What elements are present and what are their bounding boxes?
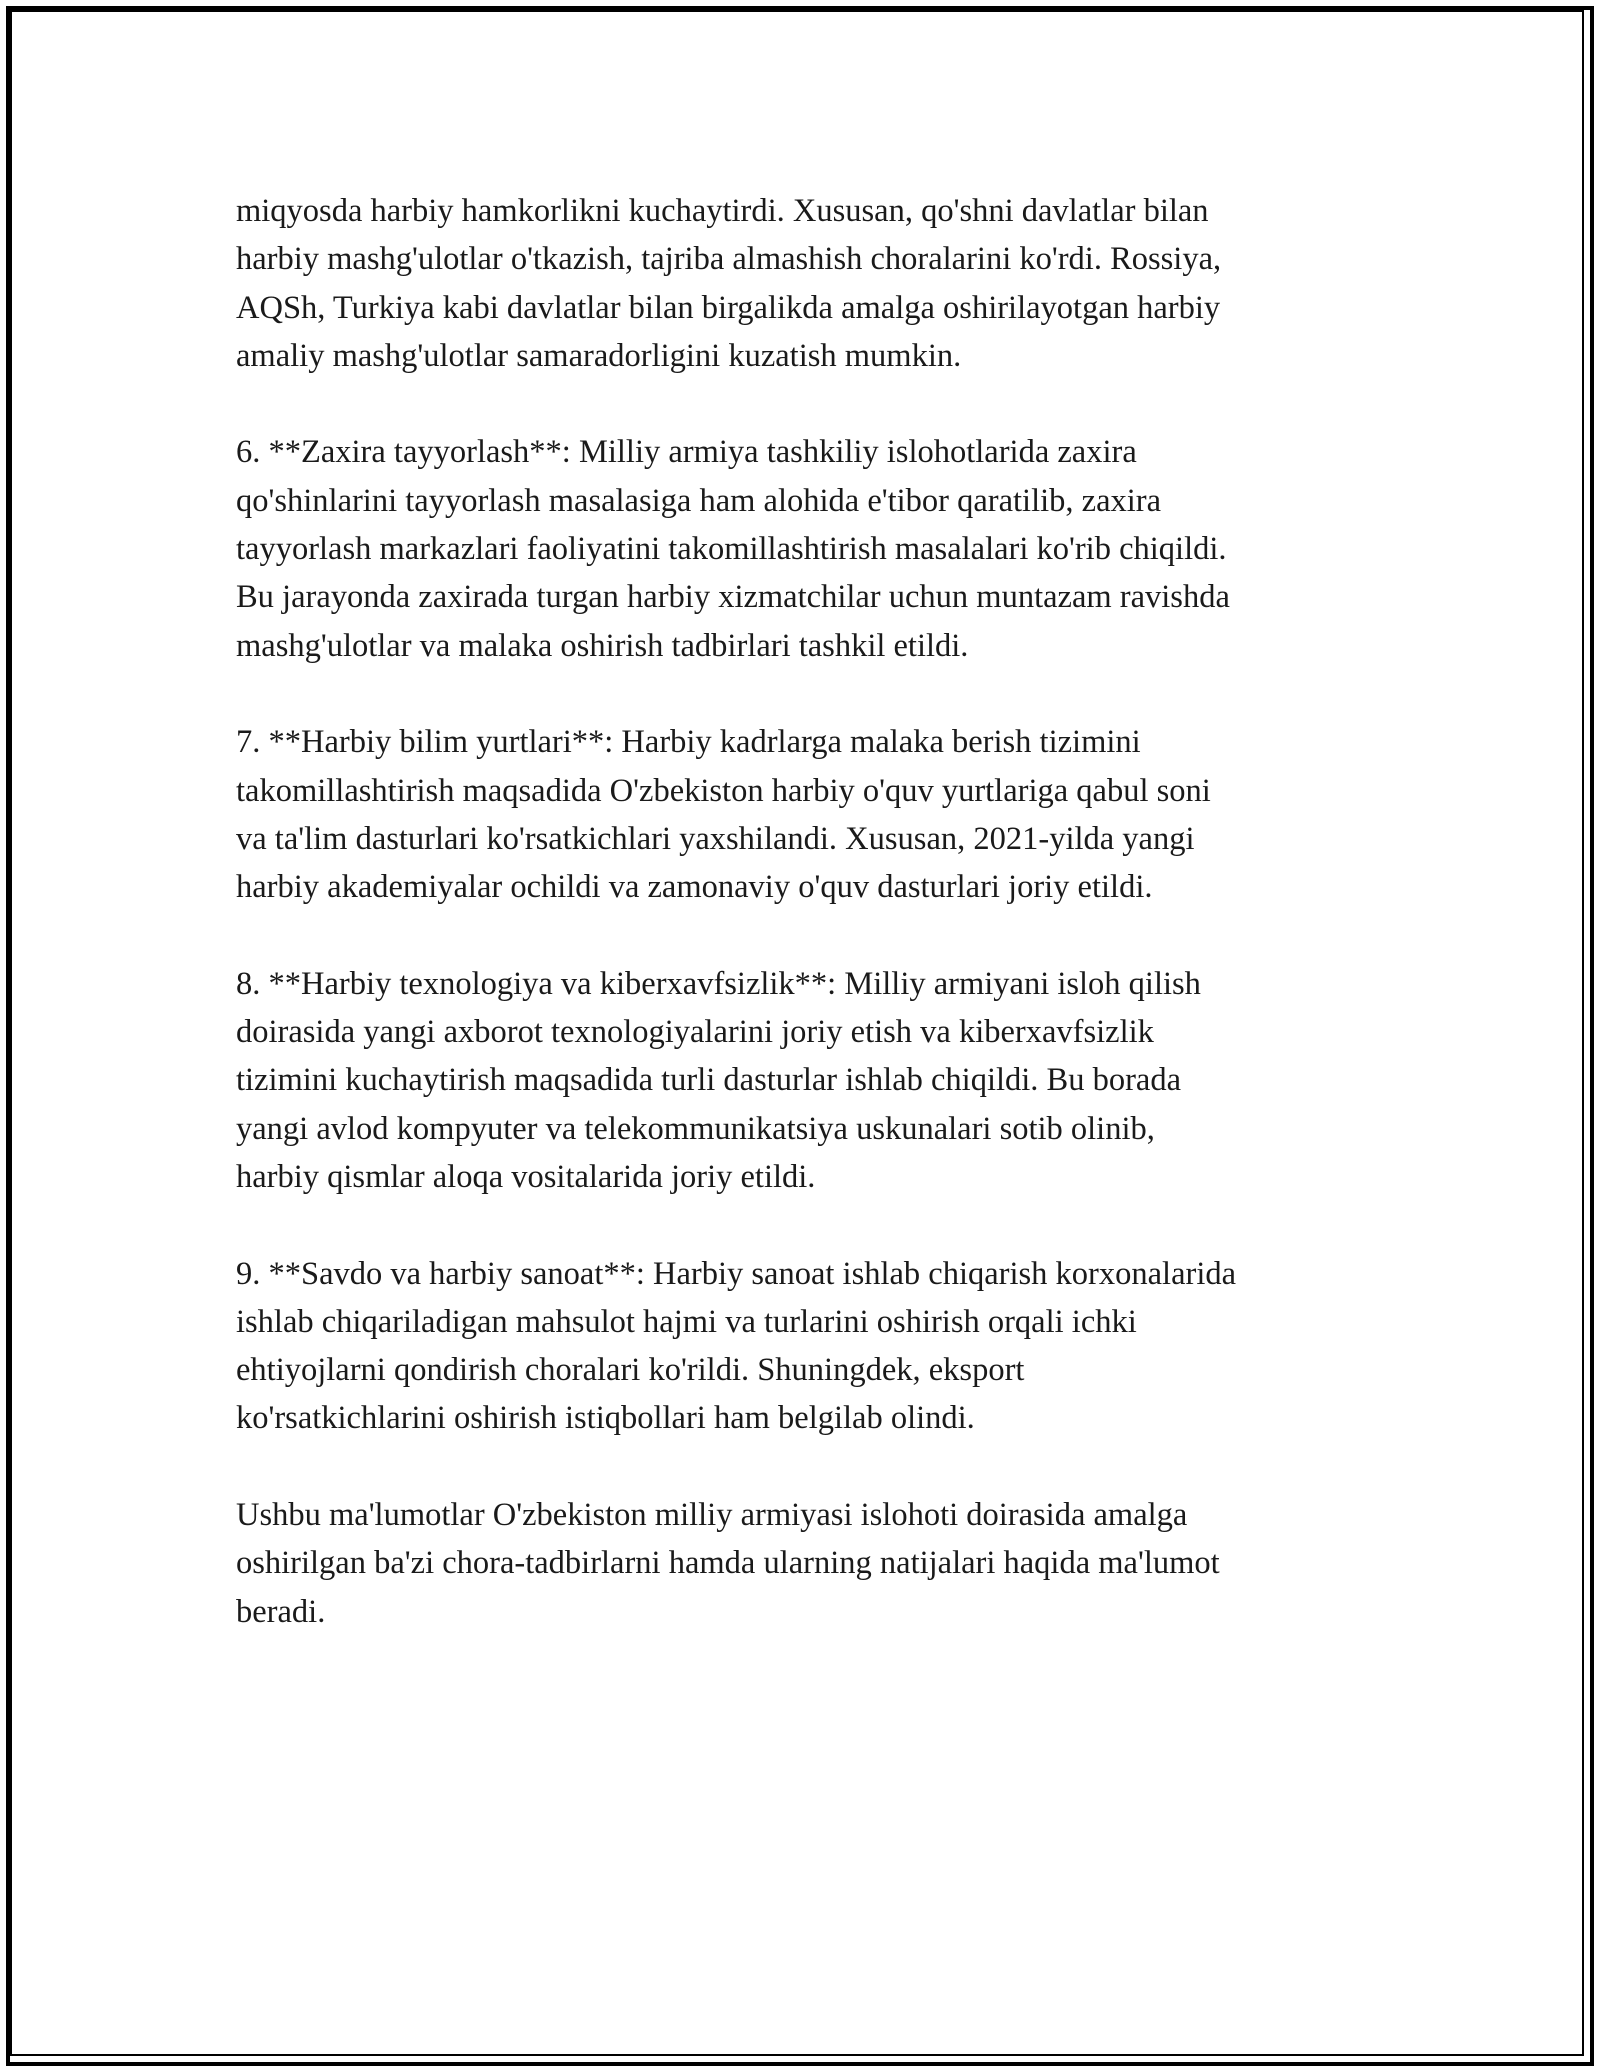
paragraph-item-8: 8. **Harbiy texnologiya va kiberxavfsizlik**: Milliy armiyani isloh qilish doirasida yangi axborot texnologiyalarini joriy etish va kiberxavfsizlik tizimini kuchaytirish maqsadida turli dasturlar ishlab chiqildi. Bu borada yangi avlod kompyuter va telekommunikatsiya uskunalari sotib olinib, harbiy qismlar aloqa vositalarida joriy etildi. <box>236 965 1201 1195</box>
paragraph-item-6: 6. **Zaxira tayyorlash**: Milliy armiya tashkiliy islohotlarida zaxira qo'shinlarini tayyorlash masalasiga ham alohida e'tibor qaratilib, zaxira tayyorlash markazlari faoliyatini takomillashtirish masalalari ko'rib chiqildi. Bu jarayonda zaxirada turgan harbiy xizmatchilar uchun muntazam ravishda mashg'ulotlar va malaka oshirish tadbirlari tashkil etildi. <box>236 434 1230 664</box>
paragraph-item-7: 7. **Harbiy bilim yurtlari**: Harbiy kadrlarga malaka berish tizimini takomillashtirish maqsadida O'zbekiston harbiy o'quv yurtlariga qabul soni va ta'lim dasturlari ko'rsatkichlari yaxshilandi. Xususan, 2021-yilda yangi harbiy akademiyalar ochildi va zamonaviy o'quv dasturlari joriy etildi. <box>236 724 1211 906</box>
paragraph-intro-continuation: miqyosda harbiy hamkorlikni kuchaytirdi. Xususan, qo'shni davlatlar bilan harbiy mashg'ulotlar o'tkazish, tajriba almashish choralarini ko'rdi. Rossiya, AQSh, Turkiya kabi davlatlar bilan birgalikda amalga oshirilayotgan harbiy amaliy mashg'ulotlar samaradorligini kuzatish mumkin. <box>236 193 1222 374</box>
paragraph-conclusion: Ushbu ma'lumotlar O'zbekiston milliy armiyasi islohoti doirasida amalga oshirilgan ba'zi chora-tadbirlarni hamda ularning natijalari haqida ma'lumot beradi. <box>236 1497 1220 1630</box>
document-body <box>236 187 1376 1684</box>
paragraph-item-9: 9. **Savdo va harbiy sanoat**: Harbiy sanoat ishlab chiqarish korxonalarida ishlab chiqariladigan mahsulot hajmi va turlarini oshirish orqali ichki ehtiyojlarni qondirish choralari ko'rildi. Shuningdek, eksport ko'rsatkichlarini oshirish istiqbollari ham belgilab olindi. <box>236 1255 1237 1437</box>
